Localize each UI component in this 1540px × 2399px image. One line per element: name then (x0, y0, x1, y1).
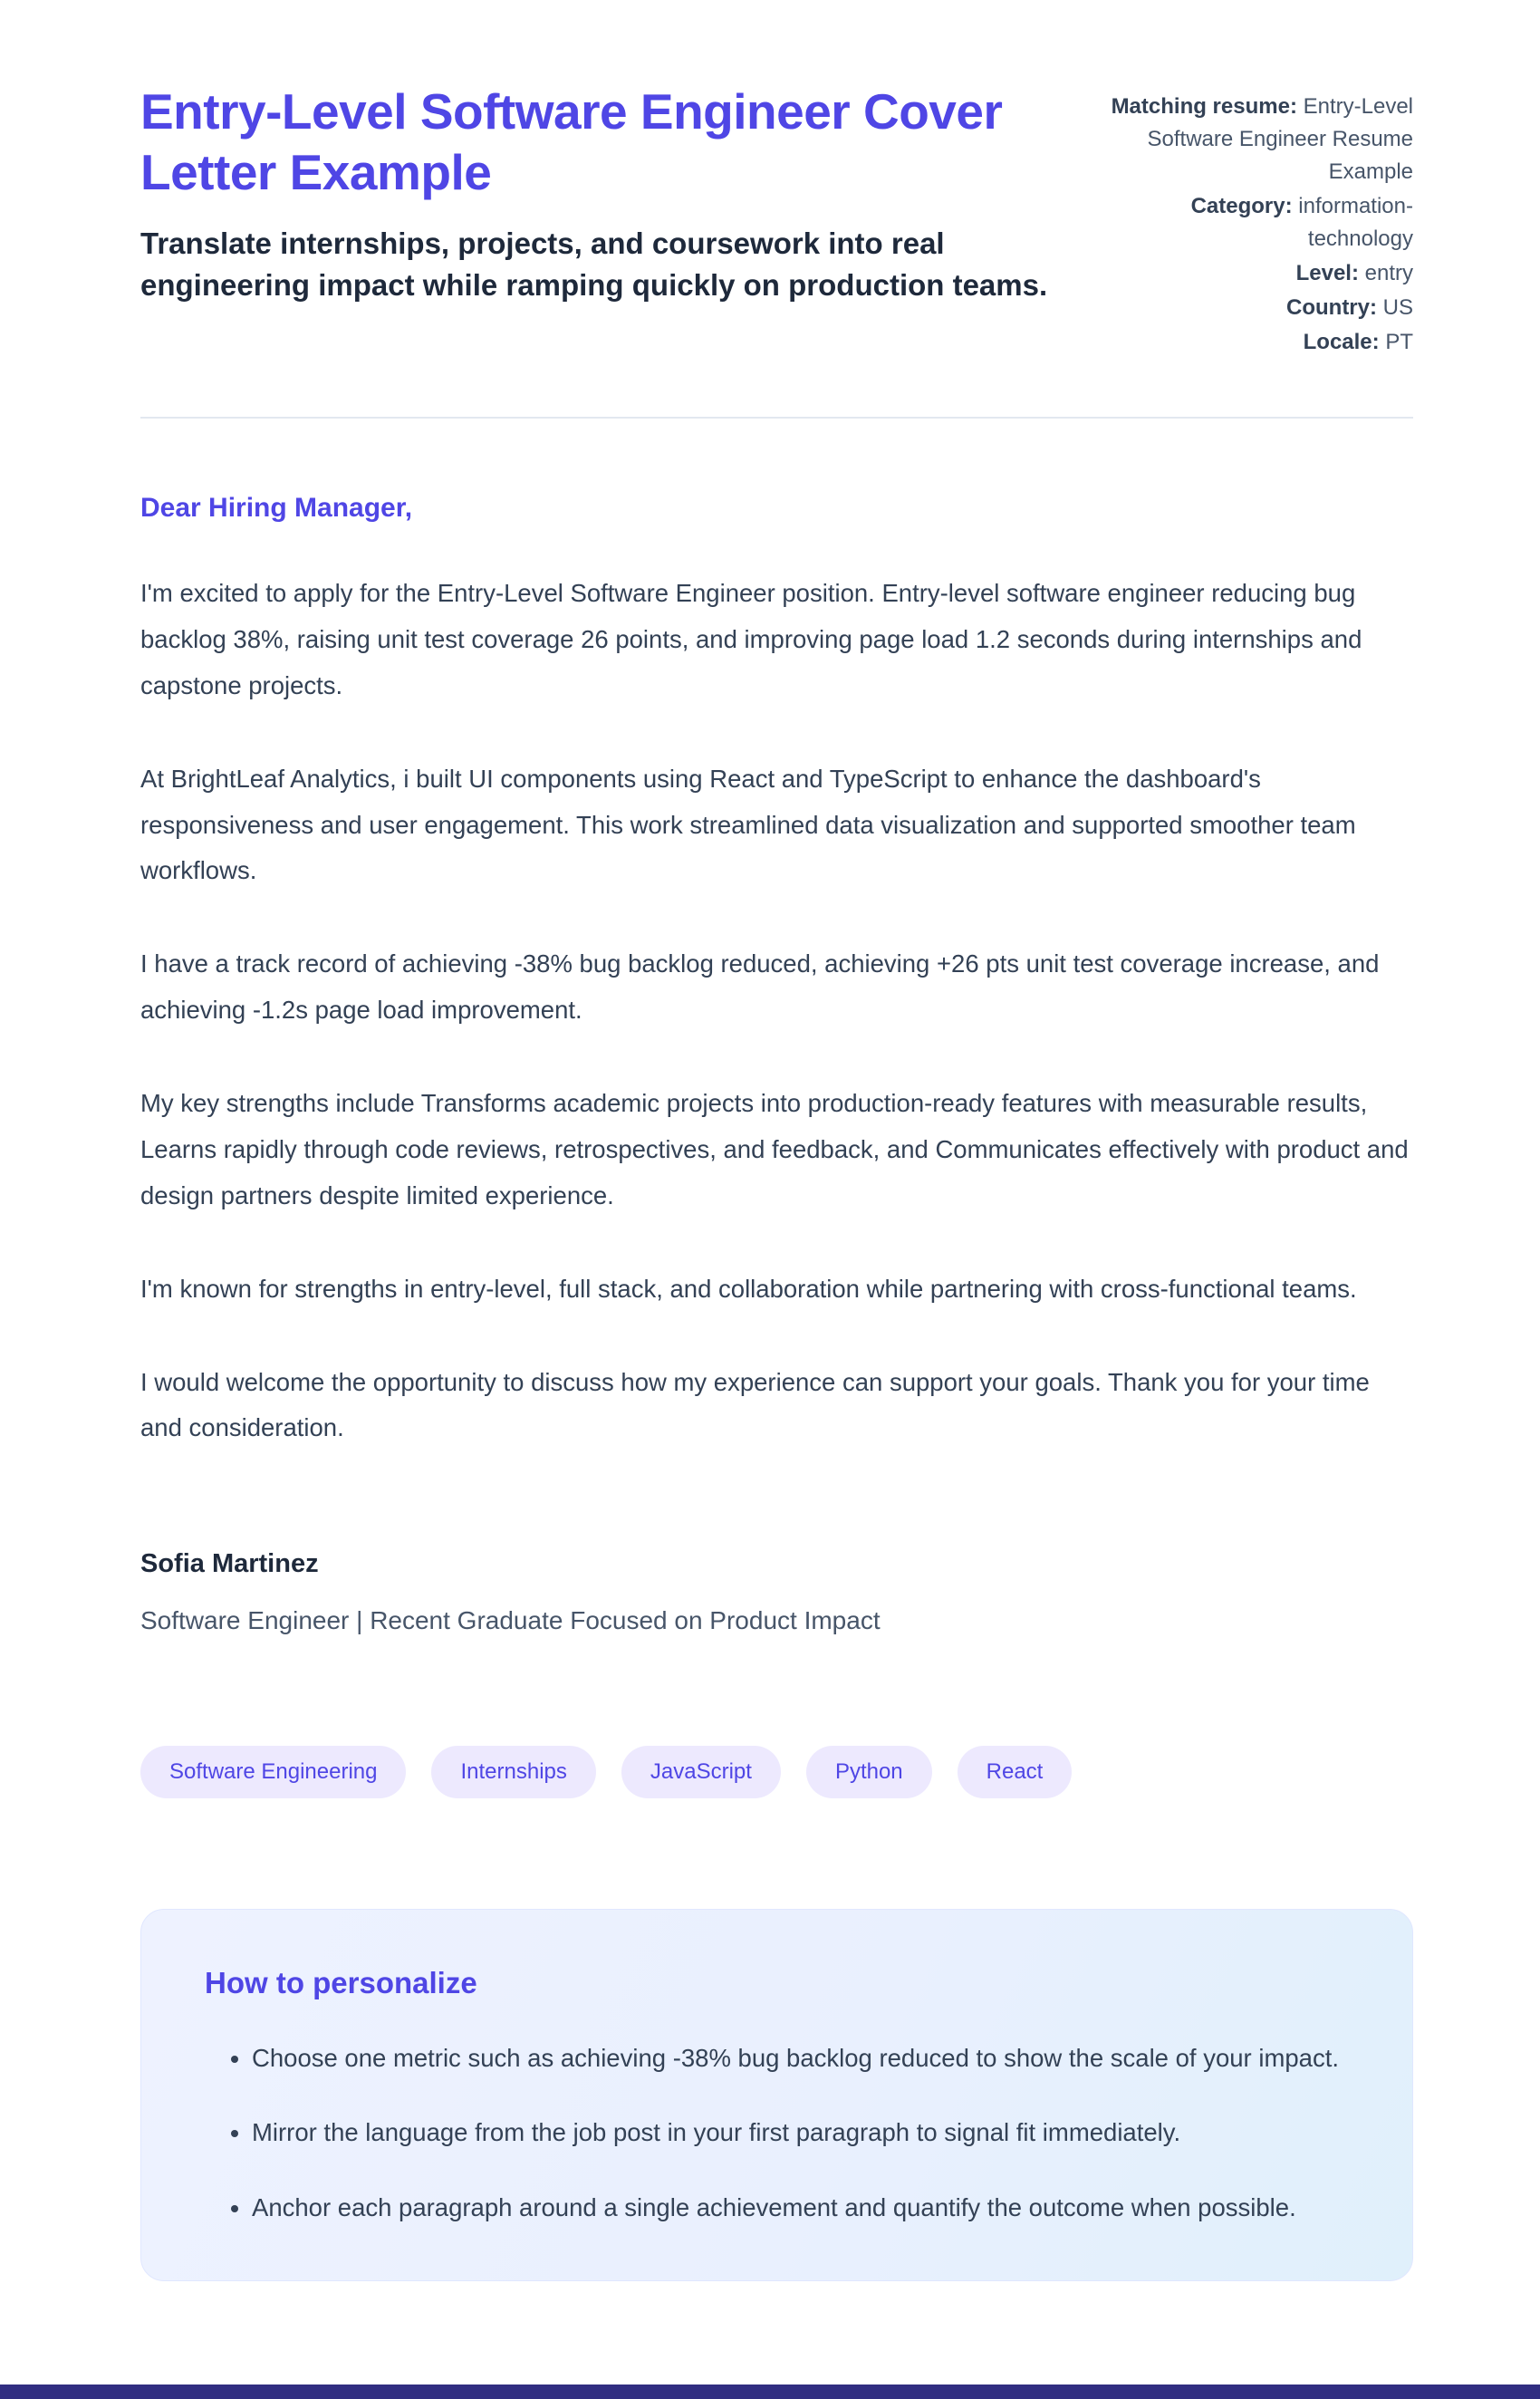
header-divider (140, 417, 1413, 419)
meta-row-locale (1101, 326, 1413, 359)
tag-pill-software-engineering[interactable]: Software Engineering (140, 1746, 406, 1798)
header-titles (140, 82, 1055, 361)
meta-label: Country: (1286, 295, 1377, 320)
tag-list (140, 1746, 1413, 1798)
tag-pill-python[interactable]: Python (806, 1746, 932, 1798)
callout-item: • Mirror the language from the job post in your first paragraph to signal fit immediately. (252, 2111, 1349, 2154)
meta-label: Locale: (1303, 330, 1380, 354)
letter-paragraph: At BrightLeaf Analytics, i built UI components using React and TypeScript to enhance the dashboard's responsiveness and user engagement. This work streamlined data visualization and supported smoother team workflows. (140, 764, 1356, 885)
letter-paragraph: I'm excited to apply for the Entry-Level Software Engineer position. Entry-level software engineer reducing bug backlog 38%, raising unit test coverage 26 points, and improving page load 1.2 seconds during internships and capstone projects. (140, 579, 1362, 699)
meta-panel (1101, 82, 1413, 361)
letter-paragraph: My key strengths include Transforms academic projects into production-ready features with measurable results, Learns rapidly through code reviews, retrospectives, and feedback, and Communicates effectively with product and design partners despite limited experience. (140, 1089, 1409, 1209)
tag-pill-react[interactable]: React (958, 1746, 1073, 1798)
footer-accent-bar (0, 2385, 1540, 2399)
meta-row-level (1101, 257, 1413, 290)
how-to-personalize-callout (140, 1909, 1413, 2280)
signature-role: Software Engineer | Recent Graduate Focused on Product Impact (140, 1606, 881, 1635)
letter-greeting: Dear Hiring Manager, (140, 493, 413, 523)
meta-label: Category: (1190, 194, 1293, 218)
meta-value: PT (1385, 330, 1413, 354)
page-subtitle: Translate internships, projects, and coursework into real engineering impact while ramping quickly on production teams. (140, 226, 1048, 302)
callout-item: • Choose one metric such as achieving -38% bug backlog reduced to show the scale of your impact. (252, 2037, 1349, 2080)
tag-pill-javascript[interactable]: JavaScript (621, 1746, 781, 1798)
meta-value: information-technology (1298, 194, 1413, 251)
header (140, 82, 1413, 361)
page-title: Entry-Level Software Engineer Cover Letter Example (140, 83, 1003, 201)
meta-value: entry (1364, 261, 1413, 285)
meta-value: Entry-Level Software Engineer Resume Example (1147, 94, 1413, 184)
signature-name: Sofia Martinez (140, 1549, 319, 1579)
meta-row-country (1101, 292, 1413, 324)
meta-row-matching-resume (1101, 91, 1413, 188)
meta-row-category (1101, 190, 1413, 255)
meta-value: US (1382, 295, 1413, 320)
letter-paragraph: I'm known for strengths in entry-level, full stack, and collaboration while partnering with cross-functional teams. (140, 1274, 1357, 1303)
letter-paragraph: I have a track record of achieving -38% bug backlog reduced, achieving +26 pts unit test coverage increase, and achieving -1.2s page load improvement. (140, 949, 1380, 1025)
tag-pill-internships[interactable]: Internships (431, 1746, 595, 1798)
callout-title: How to personalize (205, 1966, 477, 2000)
callout-item: • Anchor each paragraph around a single achievement and quantify the outcome when possible. (252, 2186, 1349, 2230)
meta-label: Matching resume: (1111, 94, 1297, 119)
callout-list (205, 2037, 1349, 2229)
letter-paragraph: I would welcome the opportunity to discuss how my experience can support your goals. Thank you for your time and consideration. (140, 1367, 1370, 1442)
meta-label: Level: (1295, 261, 1359, 285)
